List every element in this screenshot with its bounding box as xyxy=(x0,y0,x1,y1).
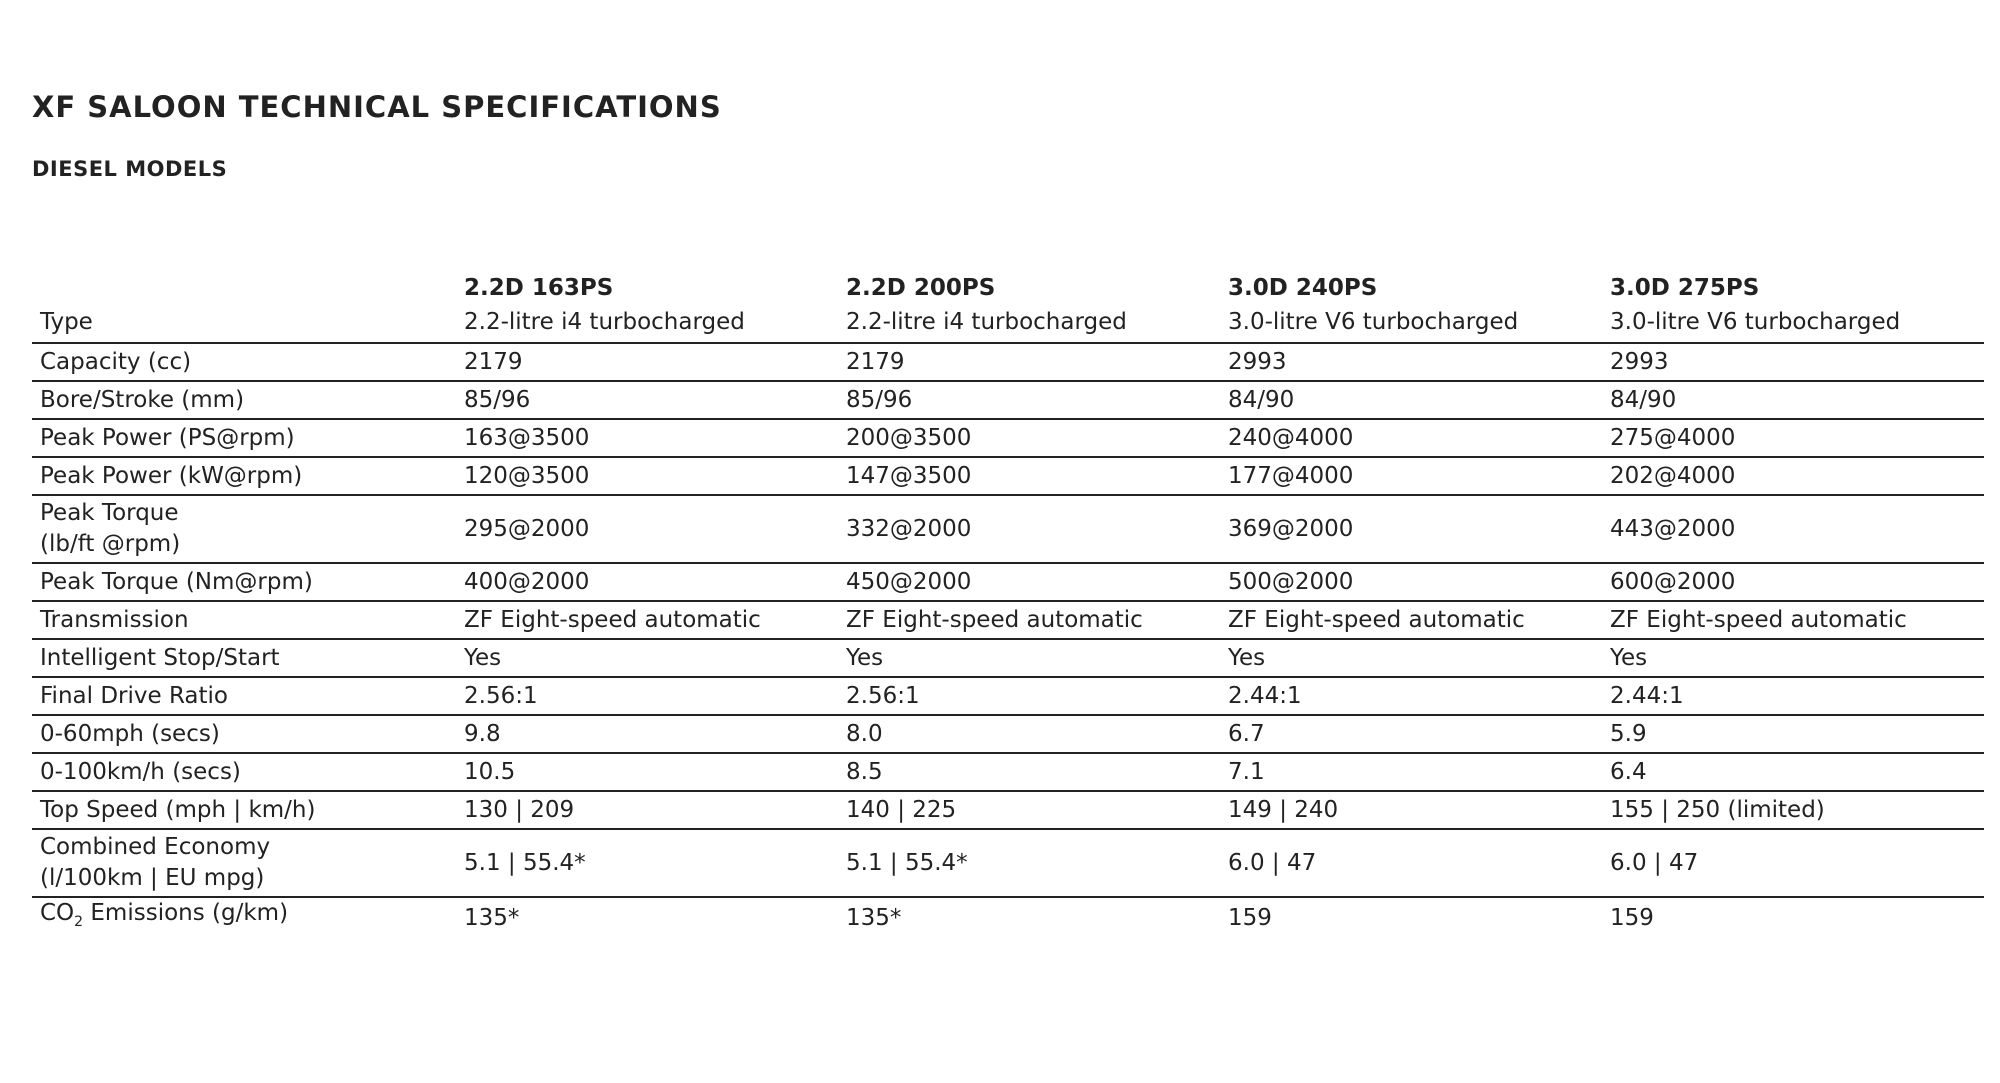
specifications-table xyxy=(32,268,1984,938)
row-value: 200@3500 xyxy=(838,419,1220,457)
page-title: XF SALOON TECHNICAL SPECIFICATIONS xyxy=(32,90,722,124)
model-header: 2.2D 163PS xyxy=(464,275,614,301)
row-label: Peak Torque (Nm@rpm) xyxy=(32,563,456,601)
row-label-suffix: Emissions (g/km) xyxy=(83,900,289,926)
row-label: 0-60mph (secs) xyxy=(32,715,456,753)
model-header: 3.0D 275PS xyxy=(1610,275,1760,301)
table-row xyxy=(32,829,1984,897)
table-row xyxy=(32,791,1984,829)
row-label: Type xyxy=(32,304,456,343)
row-label: Bore/Stroke (mm) xyxy=(32,381,456,419)
table-row xyxy=(32,343,1984,381)
row-label-line: (l/100km | EU mpg) xyxy=(40,865,265,891)
row-value: 130 | 209 xyxy=(456,791,838,829)
table-row xyxy=(32,304,1984,343)
header-empty xyxy=(32,268,456,304)
table-row xyxy=(32,381,1984,419)
row-value: 600@2000 xyxy=(1602,563,1984,601)
row-value: 6.0 | 47 xyxy=(1602,829,1984,897)
row-value: 2.2-litre i4 turbocharged xyxy=(838,304,1220,343)
row-value: 6.4 xyxy=(1602,753,1984,791)
row-value: 159 xyxy=(1610,904,1654,931)
row-label xyxy=(32,829,456,897)
row-value: 2179 xyxy=(838,343,1220,381)
table-row xyxy=(32,495,1984,563)
row-value: 2179 xyxy=(456,343,838,381)
row-value: 85/96 xyxy=(456,381,838,419)
row-label: Capacity (cc) xyxy=(32,343,456,381)
row-label-subscript: 2 xyxy=(74,914,84,930)
row-value: 120@3500 xyxy=(456,457,838,495)
row-value: 9.8 xyxy=(456,715,838,753)
row-label: Peak Power (PS@rpm) xyxy=(32,419,456,457)
row-value: 450@2000 xyxy=(838,563,1220,601)
table-row xyxy=(32,897,1984,938)
row-label xyxy=(32,897,456,938)
row-value: 7.1 xyxy=(1220,753,1602,791)
row-value: 135* xyxy=(464,904,520,931)
model-header: 2.2D 200PS xyxy=(846,275,996,301)
table-row xyxy=(32,419,1984,457)
row-value: 2.44:1 xyxy=(1220,677,1602,715)
row-value: 6.0 | 47 xyxy=(1220,829,1602,897)
table-row xyxy=(32,457,1984,495)
row-value: 202@4000 xyxy=(1602,457,1984,495)
row-value: 135* xyxy=(846,904,902,931)
row-label: Transmission xyxy=(32,601,456,639)
row-value: 147@3500 xyxy=(838,457,1220,495)
row-value: 240@4000 xyxy=(1220,419,1602,457)
row-value: 2.56:1 xyxy=(456,677,838,715)
row-label: Intelligent Stop/Start xyxy=(32,639,456,677)
row-value: ZF Eight-speed automatic xyxy=(1220,601,1602,639)
row-value: 400@2000 xyxy=(456,563,838,601)
row-label-line: Peak Torque xyxy=(40,500,179,526)
row-value: 163@3500 xyxy=(456,419,838,457)
row-label: Top Speed (mph | km/h) xyxy=(32,791,456,829)
row-value: 2993 xyxy=(1602,343,1984,381)
row-value: 3.0-litre V6 turbocharged xyxy=(1220,304,1602,343)
row-value: 155 | 250 (limited) xyxy=(1602,791,1984,829)
row-value: Yes xyxy=(456,639,838,677)
row-value: 8.5 xyxy=(838,753,1220,791)
row-label-line: Combined Economy xyxy=(40,834,271,860)
row-label: 0-100km/h (secs) xyxy=(32,753,456,791)
row-value: 2993 xyxy=(1220,343,1602,381)
table-row xyxy=(32,753,1984,791)
model-header-row xyxy=(32,268,1984,304)
row-value: 84/90 xyxy=(1220,381,1602,419)
table-row xyxy=(32,715,1984,753)
row-label: Peak Power (kW@rpm) xyxy=(32,457,456,495)
row-value: 369@2000 xyxy=(1220,495,1602,563)
row-value: ZF Eight-speed automatic xyxy=(838,601,1220,639)
row-label-prefix: CO xyxy=(40,900,75,926)
row-value: 149 | 240 xyxy=(1220,791,1602,829)
row-value: 8.0 xyxy=(838,715,1220,753)
row-value: Yes xyxy=(1602,639,1984,677)
row-value: 332@2000 xyxy=(838,495,1220,563)
row-value: 5.1 | 55.4* xyxy=(838,829,1220,897)
row-value: 140 | 225 xyxy=(838,791,1220,829)
row-value: 177@4000 xyxy=(1220,457,1602,495)
row-value: Yes xyxy=(838,639,1220,677)
section-title: DIESEL MODELS xyxy=(32,157,228,181)
row-value: 3.0-litre V6 turbocharged xyxy=(1602,304,1984,343)
table-row xyxy=(32,677,1984,715)
row-value: ZF Eight-speed automatic xyxy=(1602,601,1984,639)
table-row xyxy=(32,639,1984,677)
row-value: 2.56:1 xyxy=(838,677,1220,715)
row-value: ZF Eight-speed automatic xyxy=(456,601,838,639)
row-value: 5.9 xyxy=(1602,715,1984,753)
row-value: 275@4000 xyxy=(1602,419,1984,457)
row-value: Yes xyxy=(1220,639,1602,677)
row-label-line: (lb/ft @rpm) xyxy=(40,531,181,557)
row-value: 5.1 | 55.4* xyxy=(456,829,838,897)
table-row xyxy=(32,601,1984,639)
row-value: 2.2-litre i4 turbocharged xyxy=(456,304,838,343)
row-value: 6.7 xyxy=(1220,715,1602,753)
row-value: 159 xyxy=(1228,904,1272,931)
row-value: 2.44:1 xyxy=(1602,677,1984,715)
row-value: 84/90 xyxy=(1602,381,1984,419)
row-value: 443@2000 xyxy=(1602,495,1984,563)
row-value: 295@2000 xyxy=(456,495,838,563)
row-value: 85/96 xyxy=(838,381,1220,419)
row-label: Final Drive Ratio xyxy=(32,677,456,715)
row-value: 10.5 xyxy=(456,753,838,791)
row-label xyxy=(32,495,456,563)
table-row xyxy=(32,563,1984,601)
model-header: 3.0D 240PS xyxy=(1228,275,1378,301)
row-value: 500@2000 xyxy=(1220,563,1602,601)
